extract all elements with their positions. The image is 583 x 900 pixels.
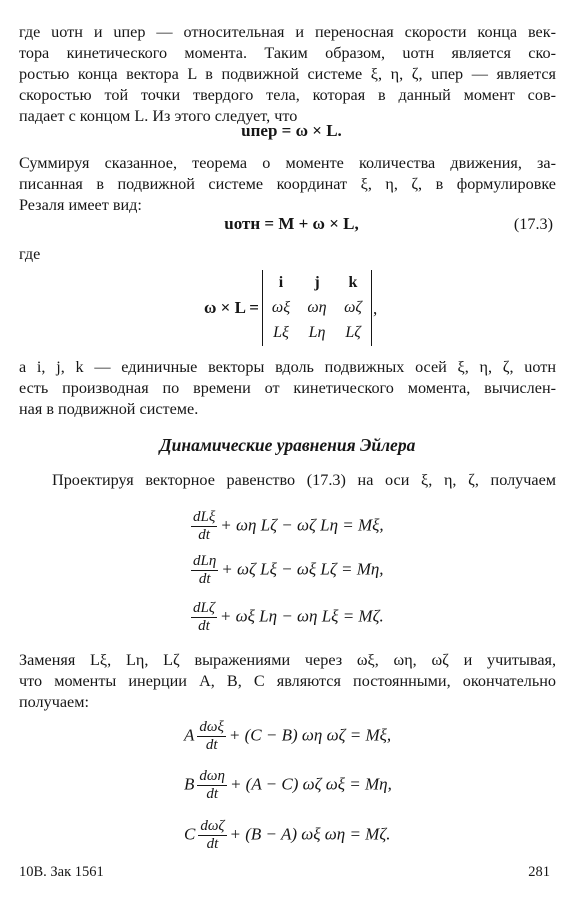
matrix-cell: ωζ — [344, 299, 362, 316]
equation-u-per: uпер = ω × L. — [241, 121, 342, 140]
matrix-cell: Lη — [308, 324, 326, 341]
matrix-cell: Lξ — [273, 324, 289, 341]
fraction: $\frac{\text{dωη}}{dt}$ — [199, 768, 225, 802]
text-line: что моменты инерции A, B, C являются постоянными, окончательно — [19, 672, 556, 690]
text-line: где uотн и uпер — относительная и переносная скорости конца век- — [19, 23, 556, 41]
projection-equation: $\frac{\text{dLη}}{dt}$ + ωζ Lξ − ωξ Lζ = Mη, — [193, 553, 384, 587]
text-line: есть производная по времени от кинетического момента, вычислен- — [19, 379, 556, 397]
matrix-cell: Lζ — [345, 324, 361, 341]
fraction: $\frac{\text{dLζ}}{dt}$ — [193, 600, 215, 634]
text-line: получаем: — [19, 693, 89, 711]
text-line: Заменяя Lξ, Lη, Lζ выражениями через ωξ, ωη, ωζ и учитывая, — [19, 651, 556, 669]
euler-equation: A $\frac{\text{dωξ}}{dt}$ + (C − B) ωη ωζ = Mξ, — [184, 719, 392, 753]
matrix-cell: ωη — [307, 299, 327, 316]
text-line: ная в подвижной системе. — [19, 400, 199, 418]
page-number: 281 — [528, 864, 550, 880]
euler-equation: B $\frac{\text{dωη}}{dt}$ + (A − C) ωζ ωξ = Mη, — [184, 768, 392, 802]
text-line: Суммируя сказанное, теорема о моменте количества движения, за- — [19, 154, 556, 172]
equation-17-3: uотн = M + ω × L, — [224, 214, 359, 233]
euler-equation: C $\frac{\text{dωζ}}{dt}$ + (B − A) ωξ ωη = Mζ. — [184, 818, 391, 852]
matrix-suffix: , — [373, 299, 378, 318]
equation-number: (17.3) — [513, 215, 553, 233]
matrix-cell: ωξ — [271, 299, 291, 316]
matrix-cell: k — [348, 274, 358, 291]
text-line: ростью конца вектора L в подвижной системе ξ, η, ζ, uпер — является — [19, 65, 556, 83]
determinant — [262, 270, 372, 346]
fraction: $\frac{\text{dωζ}}{dt}$ — [200, 818, 225, 852]
matrix-lhs: ω × L = — [204, 298, 259, 317]
where-label: где — [19, 245, 41, 263]
text-line: падает с концом L. Из этого следует, что — [19, 107, 298, 125]
text-line: скоростью той точки твердого тела, которая в данный момент сов- — [19, 86, 556, 104]
text-line: тора кинетического момента. Таким образом, uотн является ско- — [19, 44, 556, 62]
print-signature: 10В. Зак 1561 — [19, 864, 104, 880]
text-line: Резаля имеет вид: — [19, 196, 142, 214]
matrix-cell: j — [314, 274, 320, 291]
projection-equation: $\frac{\text{dLξ}}{dt}$ + ωη Lζ − ωζ Lη = Mξ, — [193, 509, 384, 543]
fraction: $\frac{\text{dωξ}}{dt}$ — [199, 719, 224, 753]
section-heading: Динамические уравнения Эйлера — [159, 435, 416, 455]
text-line: писанная в подвижной системе координат ξ, η, ζ, в формулировке — [19, 175, 556, 193]
matrix-cell: i — [278, 274, 284, 291]
text-line: Проектируя векторное равенство (17.3) на оси ξ, η, ζ, получаем — [52, 471, 556, 489]
fraction: $\frac{\text{dLξ}}{dt}$ — [193, 509, 216, 543]
fraction: $\frac{\text{dLη}}{dt}$ — [193, 553, 217, 587]
text-line: а i, j, k — единичные векторы вдоль подвижных осей ξ, η, ζ, uотн — [19, 358, 556, 376]
projection-equation: $\frac{\text{dLζ}}{dt}$ + ωξ Lη − ωη Lξ = Mζ. — [193, 600, 384, 634]
